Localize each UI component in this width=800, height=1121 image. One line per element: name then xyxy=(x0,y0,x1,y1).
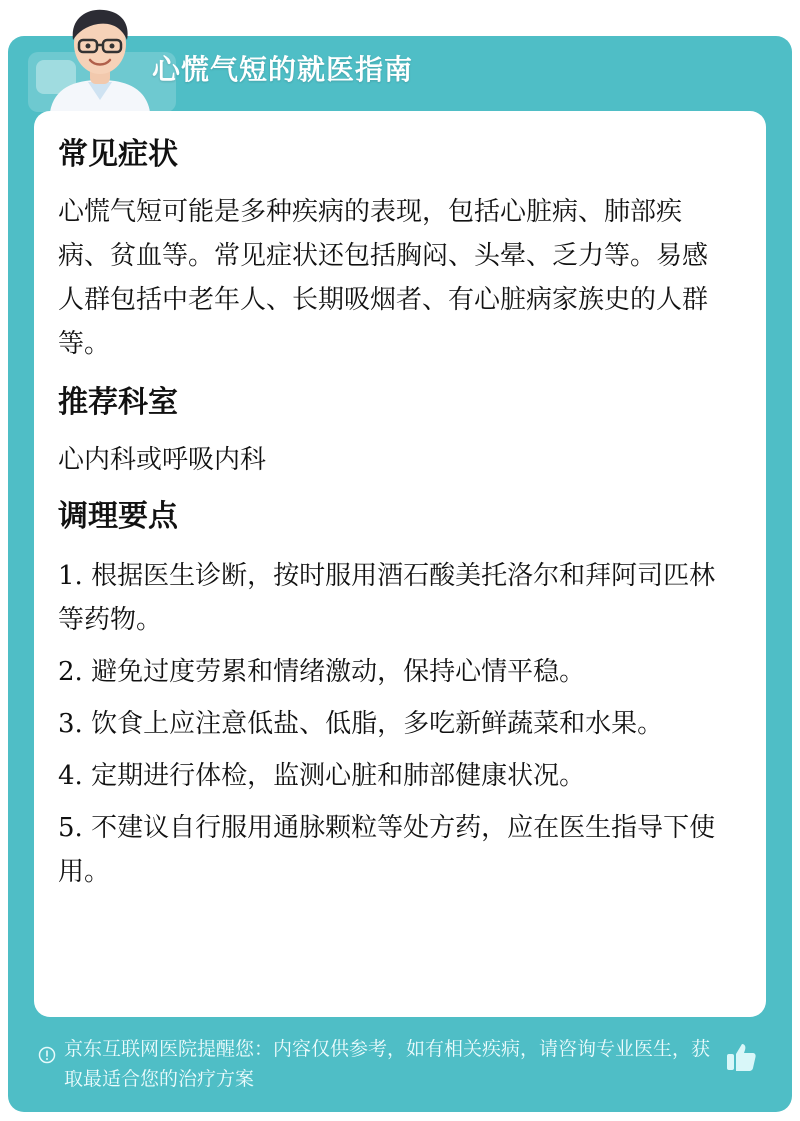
list-item xyxy=(58,754,726,798)
list-item xyxy=(58,702,726,746)
list-item xyxy=(58,650,726,694)
list-item xyxy=(58,554,726,642)
thumbs-up-icon[interactable] xyxy=(724,1040,758,1074)
guide-content xyxy=(58,130,726,902)
info-icon xyxy=(38,1046,56,1064)
symptoms-title: 常见症状 xyxy=(58,137,178,172)
list-item-text: 饮食上应注意低盐、低脂，多吃新鲜蔬菜和水果。 xyxy=(91,709,664,739)
list-item-text: 不建议自行服用通脉颗粒等处方药，应在医生指导下使用。 xyxy=(58,813,716,887)
list-item-number: 1. xyxy=(58,561,83,591)
list-item-number: 4. xyxy=(58,761,83,791)
doctor-avatar-icon xyxy=(40,0,160,112)
list-item-number: 5. xyxy=(58,813,83,843)
care-list xyxy=(58,554,726,894)
department-text: 心内科或呼吸内科 xyxy=(58,445,267,475)
department-title: 推荐科室 xyxy=(58,385,178,420)
list-item-text: 避免过度劳累和情绪激动，保持心情平稳。 xyxy=(91,657,586,687)
disclaimer-text: 京东互联网医院提醒您：内容仅供参考，如有相关疾病，请咨询专业医生，获取最适合您的治疗方案 xyxy=(64,1038,711,1090)
list-item-text: 定期进行体检，监测心脏和肺部健康状况。 xyxy=(91,761,586,791)
list-item-number: 2. xyxy=(58,657,83,687)
list-item xyxy=(58,806,726,894)
disclaimer xyxy=(38,1034,728,1094)
care-title: 调理要点 xyxy=(58,499,178,534)
list-item-number: 3. xyxy=(58,709,83,739)
symptoms-text: 心慌气短可能是多种疾病的表现，包括心脏病、肺部疾病、贫血等。常见症状还包括胸闷、头晕、乏力等。易感人群包括中老年人、长期吸烟者、有心脏病家族史的人群等。 xyxy=(58,197,709,359)
list-item-text: 根据医生诊断，按时服用酒石酸美托洛尔和拜阿司匹林等药物。 xyxy=(58,561,716,635)
page-title: 心慌气短的就医指南 xyxy=(152,53,414,86)
